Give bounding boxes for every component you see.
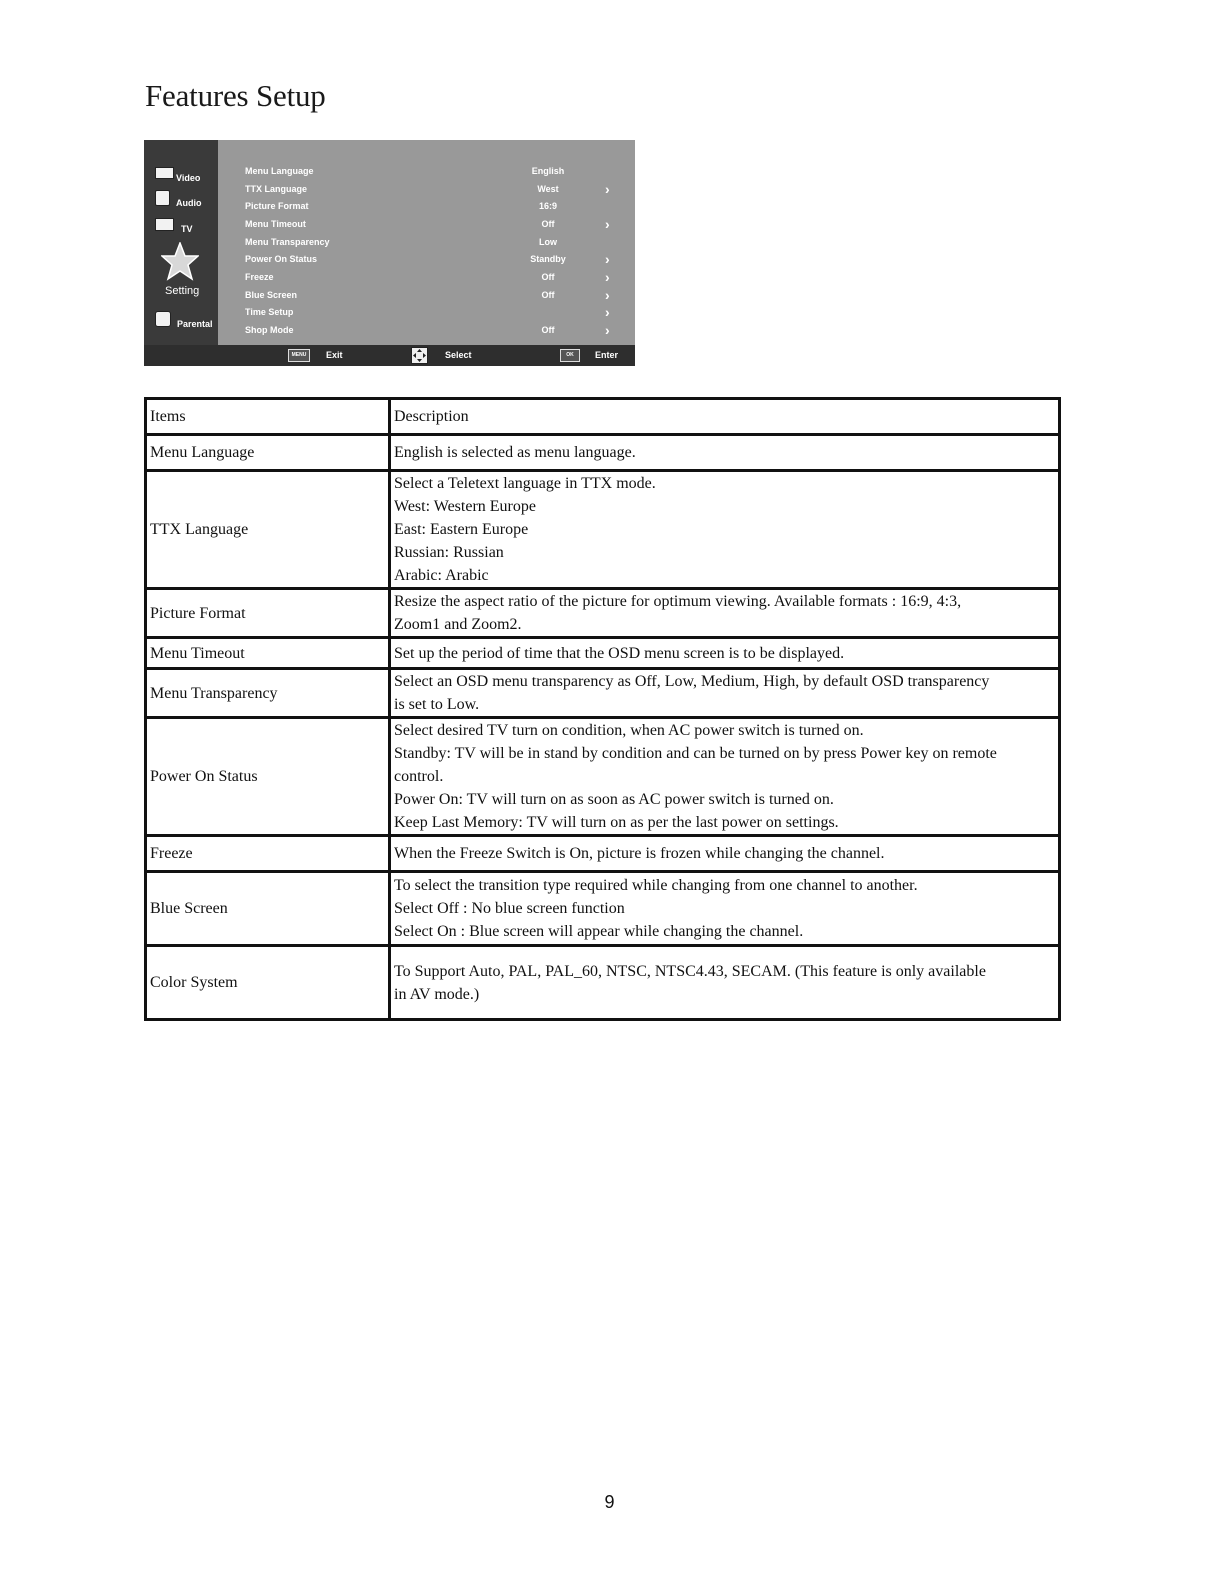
description-line: To select the transition type required while changing from one channel to another. (394, 877, 918, 894)
column-header-items: Items (146, 399, 390, 435)
description-line: Russian: Russian (394, 544, 504, 561)
description-line: is set to Low. (394, 696, 480, 713)
enter-hint: Enter (595, 350, 619, 360)
osd-row-value: 16:9 (538, 201, 557, 211)
osd-row-label: Menu Transparency (245, 237, 330, 247)
chevron-right-icon: › (605, 251, 610, 267)
osd-footer (144, 345, 635, 366)
description-line: West: Western Europe (394, 498, 536, 515)
chevron-right-icon: › (605, 322, 610, 338)
osd-row-label: Menu Language (245, 166, 314, 176)
description-line: control. (394, 768, 444, 785)
description-line: Arabic: Arabic (394, 567, 489, 584)
osd-row-label: Blue Screen (245, 290, 298, 300)
osd-row (144, 304, 635, 321)
table-row (146, 669, 1060, 718)
osd-menu-screenshot (144, 140, 635, 366)
osd-row-label: Picture Format (245, 201, 309, 211)
chevron-right-icon: › (605, 304, 610, 320)
description-line: Resize the aspect ratio of the picture for optimum viewing. Available formats : 16:9, 4:3, (394, 593, 962, 610)
osd-row-value: Off (541, 325, 555, 335)
description-cell (390, 638, 1060, 669)
osd-row-value: Off (541, 290, 555, 300)
osd-row-label: Freeze (245, 272, 274, 282)
osd-row-label: TTX Language (245, 184, 308, 194)
table-header-row (146, 399, 1060, 435)
description-line: Zoom1 and Zoom2. (394, 616, 522, 633)
osd-row-label: Menu Timeout (245, 219, 306, 229)
description-line: Select an OSD menu transparency as Off, Low, Medium, High, by default OSD transparency (394, 673, 990, 690)
item-cell: Color System (146, 946, 390, 1020)
select-hint: Select (445, 350, 472, 360)
page-number: 9 (604, 1492, 615, 1512)
description-line: English is selected as menu language. (394, 444, 636, 461)
osd-row (144, 322, 635, 339)
osd-sidebar-label: TV (181, 224, 193, 234)
item-cell: Menu Transparency (146, 669, 390, 718)
osd-row (144, 269, 635, 286)
chevron-right-icon: › (605, 269, 610, 285)
description-cell (390, 872, 1060, 946)
exit-hint: Exit (326, 350, 343, 360)
osd-sidebar-label: Video (176, 173, 201, 183)
item-cell: Menu Language (146, 435, 390, 471)
osd-row (144, 251, 635, 268)
osd-row-label: Time Setup (245, 307, 294, 317)
table-row (146, 718, 1060, 836)
description-line: Select a Teletext language in TTX mode. (394, 475, 656, 492)
description-line: Select desired TV turn on condition, when AC power switch is turned on. (394, 722, 864, 739)
item-cell: Freeze (146, 836, 390, 872)
description-line: To Support Auto, PAL, PAL_60, NTSC, NTSC4.43, SECAM. (This feature is only available (394, 962, 986, 980)
table-row (146, 872, 1060, 946)
osd-row-value: Standby (530, 254, 566, 264)
item-cell: Power On Status (146, 718, 390, 836)
description-line: Standby: TV will be in stand by condition and can be turned on by press Power key on remote (394, 745, 997, 762)
osd-row (144, 163, 635, 180)
table-row (146, 946, 1060, 1020)
description-cell (390, 435, 1060, 471)
item-cell: Blue Screen (146, 872, 390, 946)
osd-row-value: Low (539, 237, 557, 247)
description-cell (390, 471, 1060, 589)
description-cell (390, 946, 1060, 1020)
chevron-right-icon: › (605, 216, 610, 232)
table-row (146, 435, 1060, 471)
osd-row (144, 234, 635, 251)
osd-row (144, 287, 635, 304)
osd-sidebar-label: Setting (165, 285, 200, 297)
osd-row-value: Off (541, 272, 555, 282)
description-line: Select On : Blue screen will appear while changing the channel. (394, 923, 804, 940)
description-cell (390, 718, 1060, 836)
features-description-table (144, 397, 1061, 1021)
menu-key-icon: MENU (288, 349, 310, 362)
osd-sidebar-label: Parental (177, 319, 213, 329)
osd-row-label: Shop Mode (245, 325, 294, 335)
osd-sidebar-label: Audio (176, 198, 202, 208)
table-row (146, 471, 1060, 589)
description-line: in AV mode.) (394, 985, 480, 1003)
description-line: When the Freeze Switch is On, picture is frozen while changing the channel. (394, 845, 885, 862)
item-cell: Menu Timeout (146, 638, 390, 669)
osd-row (144, 198, 635, 215)
osd-row (144, 181, 635, 198)
description-cell (390, 836, 1060, 872)
item-cell: Picture Format (146, 589, 390, 638)
table-row (146, 589, 1060, 638)
description-cell (390, 669, 1060, 718)
osd-row-label: Power On Status (245, 254, 318, 264)
table-row (146, 836, 1060, 872)
description-cell (390, 589, 1060, 638)
description-line: Set up the period of time that the OSD menu screen is to be displayed. (394, 644, 845, 662)
osd-row-value: English (531, 166, 565, 176)
osd-row (144, 216, 635, 233)
column-header-description: Description (390, 399, 1060, 435)
chevron-right-icon: › (605, 287, 610, 303)
page-title: Features Setup (145, 78, 326, 113)
chevron-right-icon: › (605, 181, 610, 197)
description-line: Keep Last Memory: TV will turn on as per the last power on settings. (394, 814, 839, 831)
item-cell: TTX Language (146, 471, 390, 589)
osd-row-value: West (537, 184, 559, 194)
description-line: East: Eastern Europe (394, 521, 529, 538)
description-line: Select Off : No blue screen function (394, 900, 625, 917)
ok-key-icon: OK (560, 349, 580, 362)
osd-row-value: Off (541, 219, 555, 229)
dpad-icon (411, 347, 428, 364)
table-row (146, 638, 1060, 669)
description-line: Power On: TV will turn on as soon as AC power switch is turned on. (394, 791, 834, 808)
